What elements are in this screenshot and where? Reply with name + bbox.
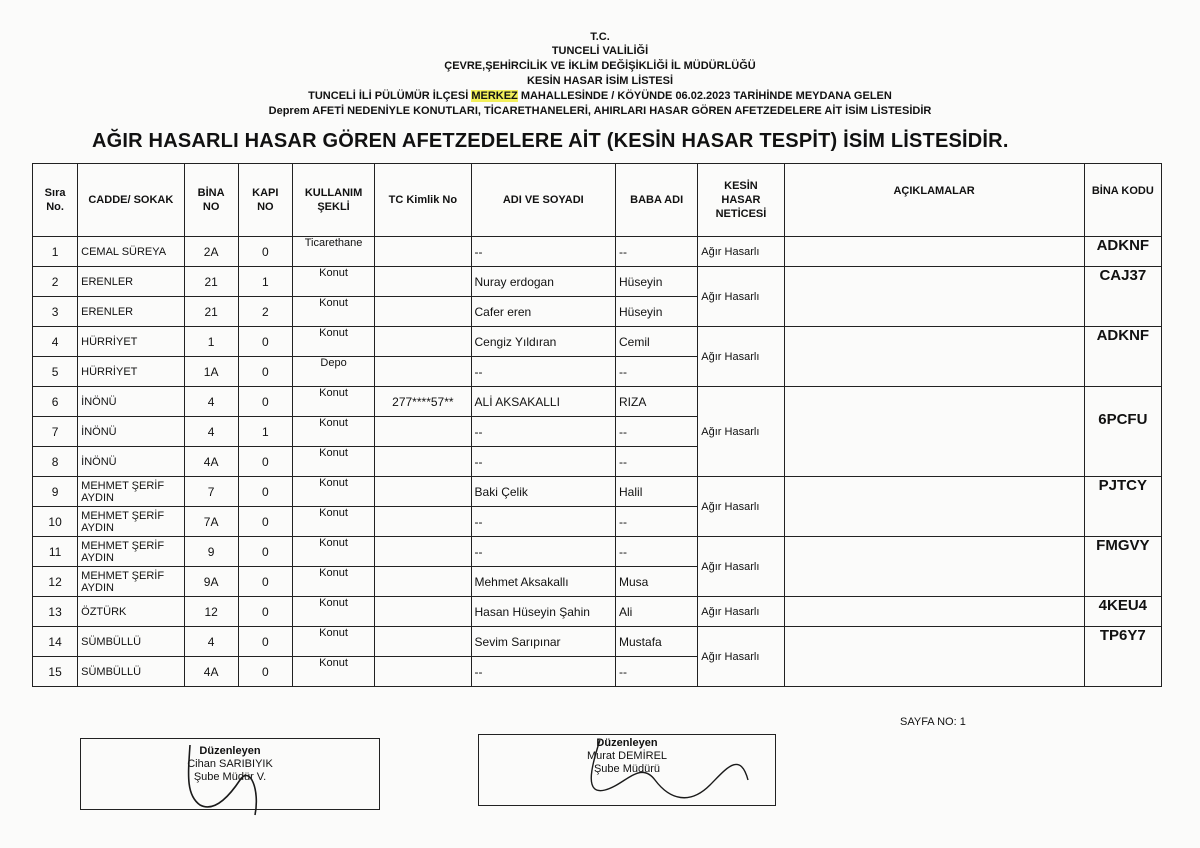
- row-cadde: SÜMBÜLLÜ: [78, 657, 184, 687]
- row-baba: --: [616, 357, 698, 387]
- row-aciklama: [784, 327, 1084, 387]
- row-baba: Hüseyin: [616, 267, 698, 297]
- row-bina: 4: [184, 387, 238, 417]
- row-cadde: MEHMET ŞERİF AYDIN: [78, 507, 184, 537]
- row-kullanim: Konut: [292, 387, 374, 417]
- col-adi: ADI VE SOYADI: [471, 164, 616, 237]
- row-bina: 4A: [184, 657, 238, 687]
- table-row: [33, 387, 1162, 417]
- row-kapi: 0: [238, 447, 292, 477]
- row-tc: [375, 477, 471, 507]
- table-row: [33, 597, 1162, 627]
- sig2-name: Murat DEMİREL: [586, 750, 668, 762]
- row-no: 2: [33, 267, 78, 297]
- row-cadde: İNÖNÜ: [78, 447, 184, 477]
- sig1-role: Şube Müdür V.: [193, 771, 267, 783]
- row-tc: [375, 537, 471, 567]
- header-liste: KESİN HASAR İSİM LİSTESİ: [526, 75, 674, 87]
- row-cadde: HÜRRİYET: [78, 357, 184, 387]
- col-tc: TC Kimlik No: [375, 164, 471, 237]
- row-kullanim: Konut: [292, 447, 374, 477]
- row-tc: [375, 327, 471, 357]
- row-kullanim: Ticarethane: [292, 237, 374, 267]
- table-row: [33, 237, 1162, 267]
- row-baba: Mustafa: [616, 627, 698, 657]
- row-cadde: CEMAL SÜREYA: [78, 237, 184, 267]
- row-baba: Hüseyin: [616, 297, 698, 327]
- row-no: 12: [33, 567, 78, 597]
- row-kapi: 0: [238, 537, 292, 567]
- row-adi: --: [471, 237, 616, 267]
- row-aciklama: [784, 627, 1084, 687]
- row-tc: [375, 627, 471, 657]
- row-kapi: 0: [238, 237, 292, 267]
- table-row: [33, 267, 1162, 297]
- row-baba: Halil: [616, 477, 698, 507]
- row-bina-kodu: ADKNF: [1084, 327, 1161, 387]
- header-location-post: MAHALLESİNDE / KÖYÜNDE 06.02.2023 TARİHİNDE MEYDANA GELEN: [517, 90, 892, 102]
- row-kapi: 0: [238, 657, 292, 687]
- row-tc: [375, 417, 471, 447]
- row-adi: Cafer eren: [471, 297, 616, 327]
- row-kapi: 0: [238, 327, 292, 357]
- row-kapi: 0: [238, 507, 292, 537]
- row-no: 9: [33, 477, 78, 507]
- row-bina-kodu: 4KEU4: [1084, 597, 1161, 627]
- row-baba: --: [616, 507, 698, 537]
- row-bina: 1: [184, 327, 238, 357]
- row-cadde: MEHMET ŞERİF AYDIN: [78, 567, 184, 597]
- row-kullanim: Depo: [292, 357, 374, 387]
- row-tc: [375, 657, 471, 687]
- row-baba: --: [616, 537, 698, 567]
- row-kapi: 1: [238, 417, 292, 447]
- row-tc: [375, 447, 471, 477]
- row-aciklama: [784, 597, 1084, 627]
- table-row: [33, 477, 1162, 507]
- col-bina: BİNA NO: [184, 164, 238, 237]
- row-bina: 9: [184, 537, 238, 567]
- row-adi: Nuray erdogan: [471, 267, 616, 297]
- row-baba: Musa: [616, 567, 698, 597]
- col-baba: BABA ADI: [616, 164, 698, 237]
- row-kullanim: Konut: [292, 537, 374, 567]
- row-sonuc: Ağır Hasarlı: [698, 477, 784, 537]
- row-bina-kodu: TP6Y7: [1084, 627, 1161, 687]
- row-adi: --: [471, 657, 616, 687]
- row-kapi: 1: [238, 267, 292, 297]
- header-tc: T.C.: [590, 31, 610, 43]
- row-sonuc: Ağır Hasarlı: [698, 267, 784, 327]
- col-kesin: KESİN HASAR NETİCESİ: [698, 164, 784, 237]
- row-cadde: MEHMET ŞERİF AYDIN: [78, 537, 184, 567]
- row-no: 4: [33, 327, 78, 357]
- row-no: 13: [33, 597, 78, 627]
- row-sonuc: Ağır Hasarlı: [698, 627, 784, 687]
- row-baba: Ali: [616, 597, 698, 627]
- row-aciklama: [784, 387, 1084, 477]
- row-aciklama: [784, 477, 1084, 537]
- row-no: 7: [33, 417, 78, 447]
- row-adi: ALİ AKSAKALLI: [471, 387, 616, 417]
- header-location-highlight: MERKEZ: [471, 90, 518, 102]
- row-cadde: İNÖNÜ: [78, 417, 184, 447]
- row-bina: 12: [184, 597, 238, 627]
- row-no: 8: [33, 447, 78, 477]
- col-bina-kodu: BİNA KODU: [1084, 164, 1161, 237]
- row-baba: --: [616, 447, 698, 477]
- table-row: [33, 327, 1162, 357]
- row-adi: --: [471, 507, 616, 537]
- header-location-pre: TUNCELİ İLİ PÜLÜMÜR İLÇESİ: [308, 90, 472, 102]
- col-kullanim: KULLANIM ŞEKLİ: [292, 164, 374, 237]
- row-tc: [375, 297, 471, 327]
- row-adi: Sevim Sarıpınar: [471, 627, 616, 657]
- row-bina: 9A: [184, 567, 238, 597]
- sig2-title: Düzenleyen: [596, 737, 658, 749]
- row-tc: 277****57**: [375, 387, 471, 417]
- row-tc: [375, 567, 471, 597]
- row-bina: 21: [184, 267, 238, 297]
- row-adi: Cengiz Yıldıran: [471, 327, 616, 357]
- row-kapi: 0: [238, 597, 292, 627]
- header-description: Deprem AFETİ NEDENİYLE KONUTLARI, TİCARETHANELERİ, AHIRLARI HASAR GÖREN AFETZEDELERE AİT İSİM LİSTESİDİR: [268, 105, 932, 117]
- row-no: 10: [33, 507, 78, 537]
- sig1-title: Düzenleyen: [199, 745, 261, 757]
- row-adi: Baki Çelik: [471, 477, 616, 507]
- row-bina: 4A: [184, 447, 238, 477]
- row-adi: --: [471, 537, 616, 567]
- row-baba: --: [616, 237, 698, 267]
- row-adi: --: [471, 417, 616, 447]
- header-location: [0, 89, 1200, 103]
- signature-scribble-2: [560, 730, 760, 820]
- header-mudurluk: ÇEVRE,ŞEHİRCİLİK VE İKLİM DEĞİŞİKLİĞİ İL MÜDÜRLÜĞÜ: [444, 60, 756, 72]
- row-bina-kodu: CAJ37: [1084, 267, 1161, 327]
- header-valilik: TUNCELİ VALİLİĞİ: [551, 45, 649, 57]
- col-sira: Sıra No.: [33, 164, 78, 237]
- row-no: 3: [33, 297, 78, 327]
- row-sonuc: Ağır Hasarlı: [698, 327, 784, 387]
- row-kapi: 0: [238, 357, 292, 387]
- row-kullanim: Konut: [292, 417, 374, 447]
- row-cadde: SÜMBÜLLÜ: [78, 627, 184, 657]
- table-row: [33, 537, 1162, 567]
- sig2-role: Şube Müdürü: [593, 763, 661, 775]
- row-adi: Mehmet Aksakallı: [471, 567, 616, 597]
- col-aciklama: AÇIKLAMALAR: [784, 164, 1084, 237]
- row-tc: [375, 267, 471, 297]
- row-kullanim: Konut: [292, 327, 374, 357]
- row-kullanim: Konut: [292, 507, 374, 537]
- row-kapi: 0: [238, 627, 292, 657]
- sig1-name: Cihan SARIBIYIK: [187, 758, 273, 770]
- row-kullanim: Konut: [292, 297, 374, 327]
- row-adi: --: [471, 447, 616, 477]
- row-kullanim: Konut: [292, 597, 374, 627]
- row-bina: 4: [184, 627, 238, 657]
- row-cadde: MEHMET ŞERİF AYDIN: [78, 477, 184, 507]
- row-baba: RIZA: [616, 387, 698, 417]
- row-adi: Hasan Hüseyin Şahin: [471, 597, 616, 627]
- row-no: 5: [33, 357, 78, 387]
- row-cadde: ERENLER: [78, 267, 184, 297]
- row-tc: [375, 507, 471, 537]
- row-tc: [375, 357, 471, 387]
- row-bina: 7A: [184, 507, 238, 537]
- row-tc: [375, 597, 471, 627]
- row-no: 15: [33, 657, 78, 687]
- col-cadde: CADDE/ SOKAK: [78, 164, 184, 237]
- row-sonuc: Ağır Hasarlı: [698, 597, 784, 627]
- row-adi: --: [471, 357, 616, 387]
- row-sonuc: Ağır Hasarlı: [698, 537, 784, 597]
- row-bina: 2A: [184, 237, 238, 267]
- row-bina-kodu: 6PCFU: [1084, 387, 1161, 477]
- row-bina-kodu: ADKNF: [1084, 237, 1161, 267]
- row-kapi: 0: [238, 387, 292, 417]
- row-kullanim: Konut: [292, 627, 374, 657]
- row-cadde: HÜRRİYET: [78, 327, 184, 357]
- row-no: 1: [33, 237, 78, 267]
- row-bina: 1A: [184, 357, 238, 387]
- row-sonuc: Ağır Hasarlı: [698, 387, 784, 477]
- row-baba: --: [616, 417, 698, 447]
- row-kullanim: Konut: [292, 267, 374, 297]
- row-cadde: ERENLER: [78, 297, 184, 327]
- row-tc: [375, 237, 471, 267]
- signature-scribble-1: [160, 735, 300, 825]
- page-title: AĞIR HASARLI HASAR GÖREN AFETZEDELERE AİT (KESİN HASAR TESPİT) İSİM LİSTESİDİR.: [92, 130, 1009, 152]
- table-row: [33, 627, 1162, 657]
- row-bina-kodu: FMGVY: [1084, 537, 1161, 597]
- row-kapi: 0: [238, 567, 292, 597]
- row-no: 6: [33, 387, 78, 417]
- row-baba: Cemil: [616, 327, 698, 357]
- row-cadde: ÖZTÜRK: [78, 597, 184, 627]
- row-no: 14: [33, 627, 78, 657]
- row-bina: 7: [184, 477, 238, 507]
- table-header-row: [33, 164, 1162, 237]
- row-aciklama: [784, 267, 1084, 327]
- row-kullanim: Konut: [292, 567, 374, 597]
- row-bina: 4: [184, 417, 238, 447]
- row-no: 11: [33, 537, 78, 567]
- row-kullanim: Konut: [292, 477, 374, 507]
- row-aciklama: [784, 537, 1084, 597]
- col-kapi: KAPI NO: [238, 164, 292, 237]
- row-sonuc: Ağır Hasarlı: [698, 237, 784, 267]
- row-kapi: 0: [238, 477, 292, 507]
- row-baba: --: [616, 657, 698, 687]
- row-kullanim: Konut: [292, 657, 374, 687]
- row-bina: 21: [184, 297, 238, 327]
- damage-list-table: [32, 163, 1162, 687]
- page-number: SAYFA NO: 1: [900, 716, 966, 728]
- row-aciklama: [784, 237, 1084, 267]
- row-bina-kodu: PJTCY: [1084, 477, 1161, 537]
- row-cadde: İNÖNÜ: [78, 387, 184, 417]
- row-kapi: 2: [238, 297, 292, 327]
